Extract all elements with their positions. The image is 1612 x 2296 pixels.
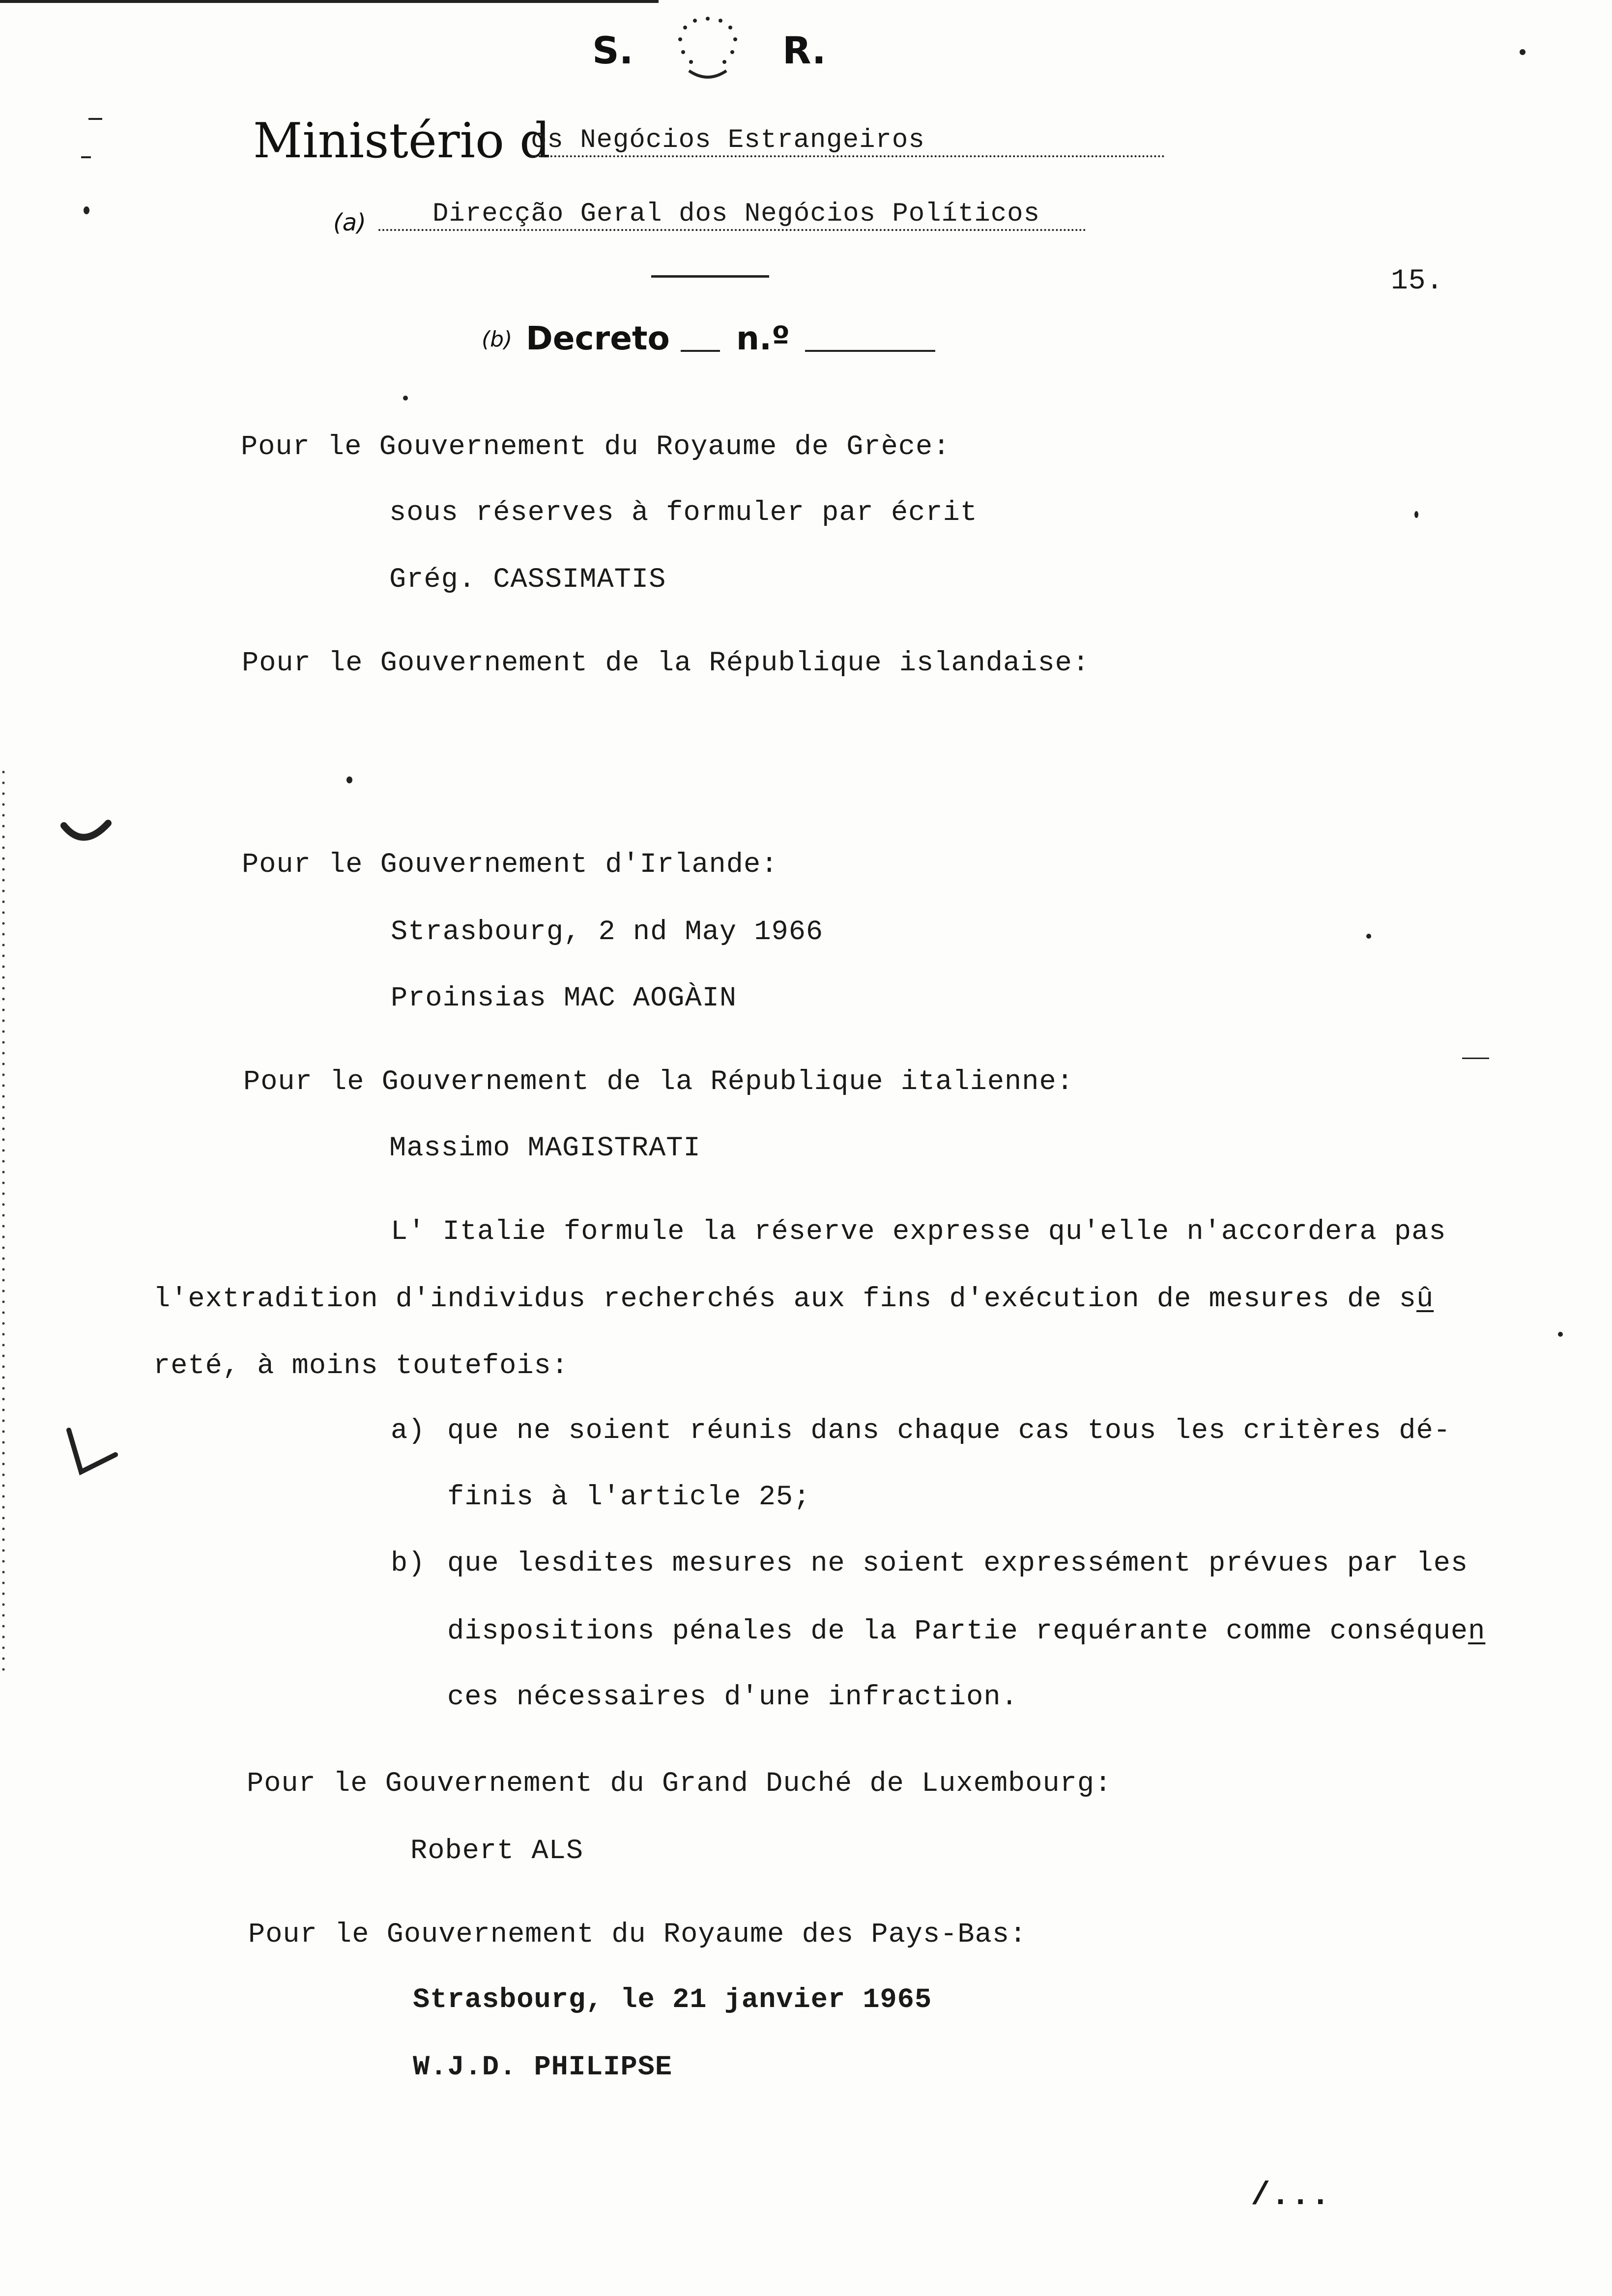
signatory-heading: Pour le Gouvernement du Grand Duché de Luxembourg: bbox=[247, 1768, 1112, 1800]
decorative-divider bbox=[651, 275, 769, 278]
scan-speck bbox=[1366, 934, 1371, 939]
scan-dash bbox=[88, 118, 102, 120]
signatory-line: sous réserves à formuler par écrit bbox=[389, 497, 978, 529]
margin-check-mark-icon bbox=[59, 811, 113, 850]
signatory-line: Massimo MAGISTRATI bbox=[389, 1133, 701, 1164]
list-item-a-line: que ne soient réunis dans chaque cas tous les critères dé- bbox=[447, 1415, 1451, 1447]
directorate-marker: (a) bbox=[333, 209, 366, 236]
scan-dash bbox=[1462, 1058, 1489, 1059]
signatory-heading: Pour le Gouvernement de la République islandaise: bbox=[242, 648, 1090, 679]
list-item-a-line: finis à l'article 25; bbox=[447, 1482, 811, 1513]
scan-speck bbox=[346, 776, 352, 783]
decree-label: Decreto bbox=[526, 319, 670, 357]
list-item-b-line: dispositions pénales de la Partie requérante comme conséquen bbox=[447, 1616, 1486, 1647]
list-marker-a: a) bbox=[391, 1415, 426, 1447]
top-edge-line bbox=[0, 0, 659, 3]
decree-number-label: n.º bbox=[736, 319, 790, 357]
reservation-line: L' Italie formule la réserve expresse qu'elle n'accordera pas bbox=[391, 1216, 1446, 1248]
continuation-mark: /... bbox=[1251, 2177, 1331, 2214]
scan-dash bbox=[81, 156, 91, 158]
ministry-name-prefix: Ministério d bbox=[253, 113, 550, 169]
page-number: 15. bbox=[1391, 265, 1444, 297]
scan-speck bbox=[84, 206, 89, 214]
signatory-line: Strasbourg, 2 nd May 1966 bbox=[391, 917, 824, 948]
scan-speck bbox=[403, 396, 408, 401]
margin-tick-mark-icon bbox=[61, 1425, 120, 1479]
list-item-b-line: ces nécessaires d'une infraction. bbox=[447, 1682, 1018, 1713]
seal-stars-icon bbox=[659, 10, 757, 84]
ministry-name-suffix: os Negócios Estrangeiros bbox=[531, 125, 1165, 157]
signatory-line: Proinsias MAC AOGÀIN bbox=[391, 983, 737, 1014]
scan-speck bbox=[1520, 49, 1526, 55]
margin-binding-dots bbox=[2, 767, 5, 1671]
signatory-line: W.J.D. PHILIPSE bbox=[413, 2052, 673, 2083]
list-item-b-line: que lesdites mesures ne soient expressément prévues par les bbox=[447, 1548, 1468, 1579]
signatory-heading: Pour le Gouvernement de la République italienne: bbox=[243, 1066, 1074, 1098]
reservation-line: reté, à moins toutefois: bbox=[153, 1350, 569, 1382]
decree-marker: (b) bbox=[482, 327, 513, 352]
letterhead-r: R. bbox=[782, 29, 826, 72]
reservation-line: l'extradition d'individus recherchés aux fins d'exécution de mesures de sû bbox=[153, 1284, 1434, 1315]
signatory-line: Robert ALS bbox=[410, 1836, 584, 1867]
list-marker-b: b) bbox=[391, 1548, 426, 1579]
signatory-line: Grég. CASSIMATIS bbox=[389, 564, 666, 596]
decree-number-blank bbox=[805, 350, 935, 352]
signatory-heading: Pour le Gouvernement du Royaume des Pays-Bas: bbox=[248, 1919, 1027, 1951]
signatory-heading: Pour le Gouvernement d'Irlande: bbox=[242, 849, 778, 881]
letterhead-s: S. bbox=[592, 29, 633, 72]
directorate-name: Direcção Geral dos Negócios Políticos bbox=[378, 199, 1086, 231]
scan-speck bbox=[1414, 511, 1418, 518]
decree-blank-line bbox=[681, 350, 720, 352]
scan-speck bbox=[1558, 1332, 1563, 1337]
signatory-line: Strasbourg, le 21 janvier 1965 bbox=[413, 1984, 932, 2016]
signatory-heading: Pour le Gouvernement du Royaume de Grèce: bbox=[241, 431, 950, 463]
